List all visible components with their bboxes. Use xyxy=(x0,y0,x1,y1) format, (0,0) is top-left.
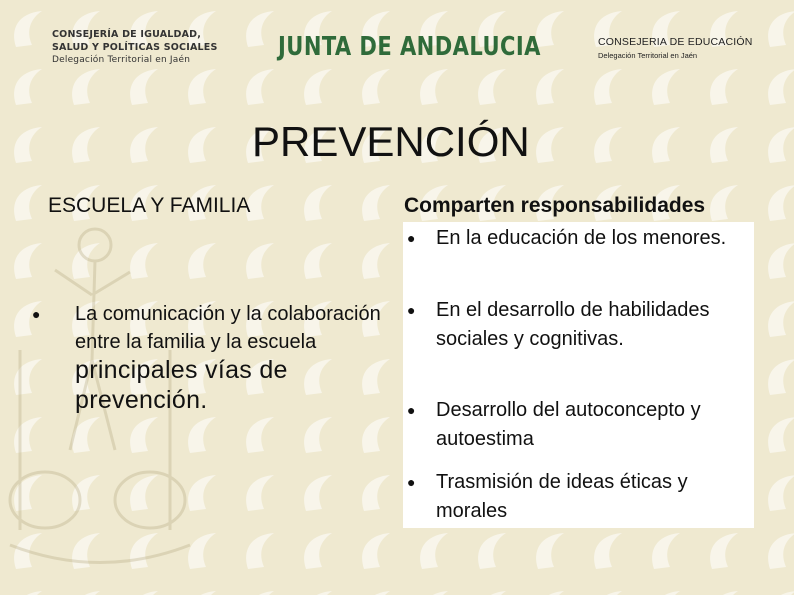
pattern-leaf xyxy=(652,591,680,595)
list-item-text: Trasmisión de ideas éticas y morales xyxy=(436,471,688,522)
header-right-logo xyxy=(598,36,753,60)
brand-logo: JUNTA DE ANDALUCIA xyxy=(278,32,541,62)
pattern-leaf xyxy=(304,417,332,453)
pattern-leaf xyxy=(304,185,332,221)
pattern-leaf xyxy=(130,127,158,163)
pattern-leaf xyxy=(710,127,738,163)
pattern-leaf xyxy=(362,243,390,279)
pattern-leaf xyxy=(362,185,390,221)
pattern-leaf xyxy=(246,243,274,279)
pattern-leaf xyxy=(768,359,794,395)
pattern-leaf xyxy=(478,533,506,569)
list-item xyxy=(403,468,748,526)
pattern-leaf xyxy=(710,533,738,569)
header-right-line2: Delegación Territorial en Jaén xyxy=(598,51,698,60)
pattern-leaf xyxy=(710,591,738,595)
right-heading: Comparten responsabilidades xyxy=(404,194,706,217)
pattern-leaf xyxy=(362,533,390,569)
pattern-leaf xyxy=(304,475,332,511)
pattern-leaf xyxy=(362,69,390,105)
pattern-leaf xyxy=(768,301,794,337)
pattern-leaf xyxy=(362,591,390,595)
pattern-leaf xyxy=(246,533,274,569)
bullet-icon: ● xyxy=(407,474,416,490)
left-bullet xyxy=(32,300,387,416)
header-left-logo xyxy=(52,28,217,67)
pattern-leaf xyxy=(536,69,564,105)
pattern-leaf xyxy=(768,475,794,511)
pattern-leaf xyxy=(246,11,274,47)
left-heading: ESCUELA Y FAMILIA xyxy=(48,194,251,217)
pattern-leaf xyxy=(304,591,332,595)
pattern-leaf xyxy=(246,69,274,105)
pattern-leaf xyxy=(710,69,738,105)
pattern-leaf xyxy=(768,243,794,279)
pattern-leaf xyxy=(710,185,738,221)
pattern-leaf xyxy=(420,591,448,595)
list-item xyxy=(403,224,748,253)
pattern-leaf xyxy=(246,475,274,511)
pattern-leaf xyxy=(304,69,332,105)
left-bullet-emphasis: principales vías de prevención. xyxy=(75,356,288,414)
bullet-icon: ● xyxy=(407,302,416,318)
pattern-leaf xyxy=(362,417,390,453)
left-bullet-text: La comunicación y la colaboración entre la familia y la escuela xyxy=(75,303,381,353)
list-item xyxy=(403,396,748,454)
pattern-leaf xyxy=(768,533,794,569)
pattern-leaf xyxy=(536,533,564,569)
pattern-leaf xyxy=(478,69,506,105)
pattern-leaf xyxy=(768,417,794,453)
header-left-line3: Delegación Territorial en Jaén xyxy=(52,55,191,65)
header-right-line1: CONSEJERIA DE EDUCACIÓN xyxy=(598,36,753,48)
pattern-leaf xyxy=(768,69,794,105)
pattern-leaf xyxy=(188,69,216,105)
pattern-leaf xyxy=(14,69,42,105)
pattern-leaf xyxy=(594,591,622,595)
pattern-leaf xyxy=(594,127,622,163)
pattern-leaf xyxy=(768,185,794,221)
pattern-leaf xyxy=(188,127,216,163)
pattern-leaf xyxy=(304,533,332,569)
pattern-leaf xyxy=(768,127,794,163)
bullet-icon: ● xyxy=(407,230,416,246)
pattern-leaf xyxy=(478,591,506,595)
pattern-leaf xyxy=(594,69,622,105)
pattern-leaf xyxy=(130,69,158,105)
pattern-leaf xyxy=(652,533,680,569)
list-item xyxy=(403,296,748,354)
pattern-leaf xyxy=(420,69,448,105)
slide-title: PREVENCIÓN xyxy=(252,118,530,165)
list-item-text: En el desarrollo de habilidades sociales y cognitivas. xyxy=(436,299,710,350)
pattern-leaf xyxy=(362,475,390,511)
pattern-leaf xyxy=(536,127,564,163)
pattern-leaf xyxy=(246,417,274,453)
bullet-icon: ● xyxy=(32,306,41,322)
pattern-leaf xyxy=(652,69,680,105)
pattern-leaf xyxy=(652,127,680,163)
responsibilities-panel xyxy=(403,222,754,528)
pattern-leaf xyxy=(72,69,100,105)
pattern-leaf xyxy=(246,591,274,595)
list-item-text: En la educación de los menores. xyxy=(436,227,727,249)
pattern-leaf xyxy=(594,533,622,569)
pattern-leaf xyxy=(14,127,42,163)
bullet-icon: ● xyxy=(407,402,416,418)
pattern-leaf xyxy=(420,533,448,569)
pattern-leaf xyxy=(768,591,794,595)
pattern-leaf xyxy=(536,591,564,595)
pattern-leaf xyxy=(768,11,794,47)
list-item-text: Desarrollo del autoconcepto y autoestima xyxy=(436,399,701,450)
header-left-line2: SALUD Y POLÍTICAS SOCIALES xyxy=(52,42,218,53)
header-left-line1: CONSEJERÍA DE IGUALDAD, xyxy=(52,29,202,40)
pattern-leaf xyxy=(14,11,42,47)
pattern-leaf xyxy=(304,243,332,279)
pattern-leaf xyxy=(72,127,100,163)
